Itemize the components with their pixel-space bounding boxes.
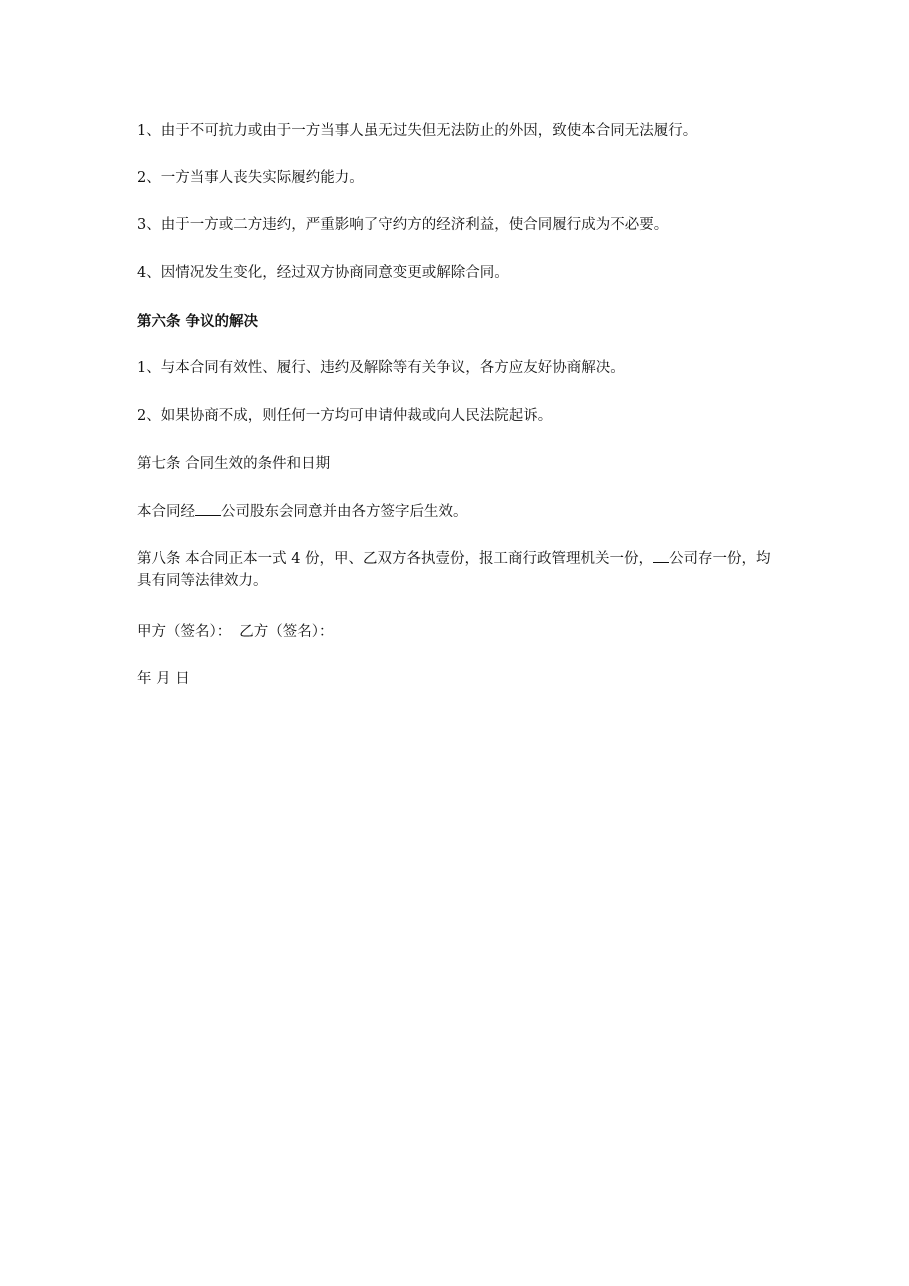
article-6-item-2: 2、如果协商不成，则任何一方均可申请仲裁或向人民法院起诉。	[137, 408, 553, 424]
termination-item-3: 3、由于一方或二方违约，严重影响了守约方的经济利益，使合同履行成为不必要。	[137, 217, 669, 233]
signature-line	[137, 621, 787, 643]
company-name-blank-2	[653, 548, 669, 563]
article-8-text	[137, 548, 777, 592]
termination-item-2: 2、一方当事人丧失实际履约能力。	[137, 170, 364, 186]
company-name-blank	[195, 501, 221, 516]
termination-item-1: 1、由于不可抗力或由于一方当事人虽无过失但无法防止的外因，致使本合同无法履行。	[137, 123, 698, 139]
article-6-heading: 第六条 争议的解决	[137, 314, 259, 330]
article-8-text-before: 第八条 本合同正本一式 4 份，甲、乙双方各执壹份，报工商行政管理机关一份，	[137, 551, 654, 567]
party-a-signature: 甲方（签名）：	[137, 624, 232, 640]
article-8-text-after: 公司存一份，均具有同等法律效力。	[137, 551, 771, 589]
termination-item-4: 4、因情况发生变化，经过双方协商同意变更或解除合同。	[137, 265, 509, 281]
article-7-text	[137, 501, 787, 523]
article-7-heading: 第七条 合同生效的条件和日期	[137, 456, 331, 472]
date-line: 年 月 日	[137, 671, 190, 687]
article-7-text-before: 本合同经	[137, 504, 195, 520]
party-b-signature: 乙方（签名）：	[239, 624, 334, 640]
article-7-text-after: 公司股东会同意并由各方签字后生效。	[221, 504, 468, 520]
article-6-item-1: 1、与本合同有效性、履行、违约及解除等有关争议，各方应友好协商解决。	[137, 360, 625, 376]
